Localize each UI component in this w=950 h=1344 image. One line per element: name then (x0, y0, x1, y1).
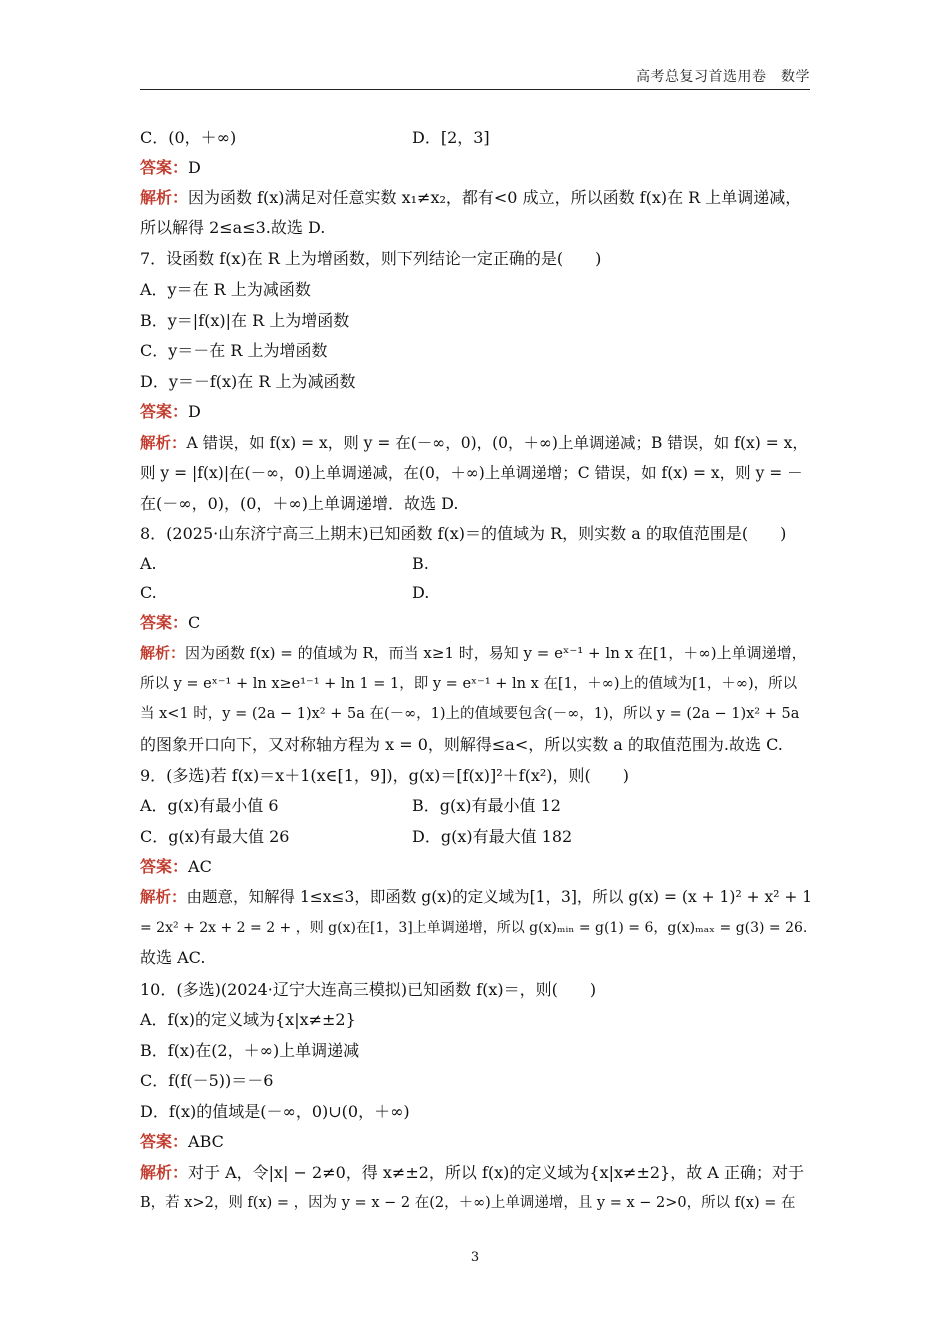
q10-option-a: A．f(x)的定义域为{x|x≠±2} (140, 1010, 356, 1029)
q8-options-row (140, 583, 812, 603)
header-divider (140, 89, 810, 90)
q10-option-c: C．f(f(－5))＝－6 (140, 1071, 274, 1090)
q8-options-row (140, 554, 812, 574)
q8-explain-line: 的图象开口向下，又对称轴方程为 x = 0，则解得≤a<，所以实数 a 的取值范围为.故选 C. (140, 735, 783, 754)
q9-option-d: D．g(x)有最大值 182 (412, 827, 573, 846)
q9-stem: 9．(多选)若 f(x)＝x＋1(x∈[1，9])，g(x)＝[f(x)]²＋f(x²)，则( ) (140, 766, 629, 785)
q9-options-row (140, 827, 812, 847)
q8-answer (140, 613, 812, 633)
q9-explain-line (140, 887, 812, 907)
answer-label: 答案： (140, 402, 189, 421)
q7-option-b: B．y＝|f(x)|在 R 上为增函数 (140, 311, 350, 330)
q10-option-d: D．f(x)的值域是(－∞，0)∪(0，＋∞) (140, 1102, 410, 1121)
q7-explain-line (140, 433, 812, 453)
q8-explain-line: 当 x<1 时，y = (2a − 1)x² + 5a 在(－∞，1)上的值域要包含(－∞，1)，所以 y = (2a − 1)x² + 5a (140, 706, 800, 722)
q7-option-c: C．y＝－在 R 上为增函数 (140, 341, 328, 360)
q8-explain-line (140, 643, 812, 663)
q9-option-a: A．g(x)有最小值 6 (140, 796, 279, 815)
q9-explain-line: = 2x² + 2x + 2 = 2 + ，则 g(x)在[1，3]上单调递增，所以 g(x)ₘᵢₙ = g(1) = 6，g(x)ₘₐₓ = g(3) = 26. (140, 920, 808, 936)
q7-answer-value: D (188, 402, 201, 421)
answer-label: 答案： (140, 158, 189, 177)
q9-option-b: B．g(x)有最小值 12 (412, 796, 561, 815)
explain-label: 解析： (140, 188, 189, 207)
q8-stem: 8．(2025·山东济宁高三上期末)已知函数 f(x)＝的值域为 R，则实数 a 的取值范围是( ) (140, 524, 787, 543)
page-number: 3 (470, 1250, 480, 1265)
q10-answer-value: ABC (188, 1132, 224, 1151)
q7-explain-text: A 错误，如 f(x) = x，则 y = 在(－∞，0)，(0，＋∞)上单调递减；B 错误，如 f(x) = x， (186, 434, 808, 452)
explain-label: 解析： (140, 644, 186, 662)
q6-answer-value: D (188, 158, 201, 177)
q6-answer (140, 158, 812, 178)
q6-options-row (140, 128, 812, 148)
answer-label: 答案： (140, 613, 189, 632)
q6-option-d: D．[2，3] (412, 128, 490, 147)
q9-answer (140, 857, 812, 877)
q8-option-c: C. (140, 583, 157, 602)
explain-label: 解析： (140, 887, 187, 906)
explain-label: 解析： (140, 1163, 189, 1182)
q7-option-a: A．y＝在 R 上为减函数 (140, 280, 311, 299)
q9-options-row (140, 796, 812, 816)
q10-stem: 10．(多选)(2024·辽宁大连高三模拟)已知函数 f(x)＝，则( ) (140, 980, 597, 999)
answer-label: 答案： (140, 1132, 189, 1151)
q6-explain-line: 所以解得 2≤a≤3.故选 D. (140, 218, 326, 237)
q6-option-c: C．(0，＋∞) (140, 128, 237, 147)
q9-explain-text: 由题意，知解得 1≤x≤3，即函数 g(x)的定义域为[1，3]，所以 g(x) = (x + 1)² + x² + 1 (186, 888, 813, 906)
q8-explain-line: 所以 y = eˣ⁻¹ + ln x≥e¹⁻¹ + ln 1 = 1，即 y = eˣ⁻¹ + ln x 在[1，＋∞)上的值域为[1，＋∞)，所以 (140, 676, 798, 692)
q8-answer-value: C (188, 613, 201, 632)
answer-label: 答案： (140, 857, 189, 876)
explain-label: 解析： (140, 433, 187, 452)
q8-option-d: D. (412, 583, 430, 602)
q8-explain-text: 因为函数 f(x) = 的值域为 R，而当 x≥1 时，易知 y = eˣ⁻¹ + ln x 在[1，＋∞)上单调递增， (185, 644, 807, 662)
q10-option-b: B．f(x)在(2，＋∞)上单调递减 (140, 1041, 360, 1060)
q9-answer-value: AC (188, 857, 212, 876)
q10-explain-line (140, 1163, 812, 1183)
q9-explain-line: 故选 AC. (140, 948, 206, 967)
q10-explain-text: 对于 A，令|x| − 2≠0，得 x≠±2，所以 f(x)的定义域为{x|x≠±2}，故 A 正确；对于 (188, 1163, 804, 1182)
q7-explain-line: 在(－∞，0)，(0，＋∞)上单调递增．故选 D. (140, 494, 459, 513)
q10-explain-line: B，若 x>2，则 f(x) = ，因为 y = x − 2 在(2，＋∞)上单调递增，且 y = x − 2>0，所以 f(x) = 在 (140, 1195, 796, 1211)
q6-explain-line (140, 188, 812, 208)
q8-option-a: A. (140, 554, 157, 573)
q9-option-c: C．g(x)有最大值 26 (140, 827, 290, 846)
q10-answer (140, 1132, 812, 1152)
q7-answer (140, 402, 812, 422)
q7-stem: 7．设函数 f(x)在 R 上为增函数，则下列结论一定正确的是( ) (140, 249, 602, 268)
q7-explain-line: 则 y = |f(x)|在(－∞，0)上单调递减，在(0，＋∞)上单调递增；C 错误，如 f(x) = x，则 y = － (140, 464, 803, 482)
q6-explain-text: 因为函数 f(x)满足对任意实数 x₁≠x₂，都有<0 成立，所以函数 f(x)在 R 上单调递减， (188, 188, 802, 207)
page-header: 高考总复习首选用卷 数学 (636, 69, 810, 85)
q8-option-b: B. (412, 554, 429, 573)
q7-option-d: D．y＝－f(x)在 R 上为减函数 (140, 372, 356, 391)
